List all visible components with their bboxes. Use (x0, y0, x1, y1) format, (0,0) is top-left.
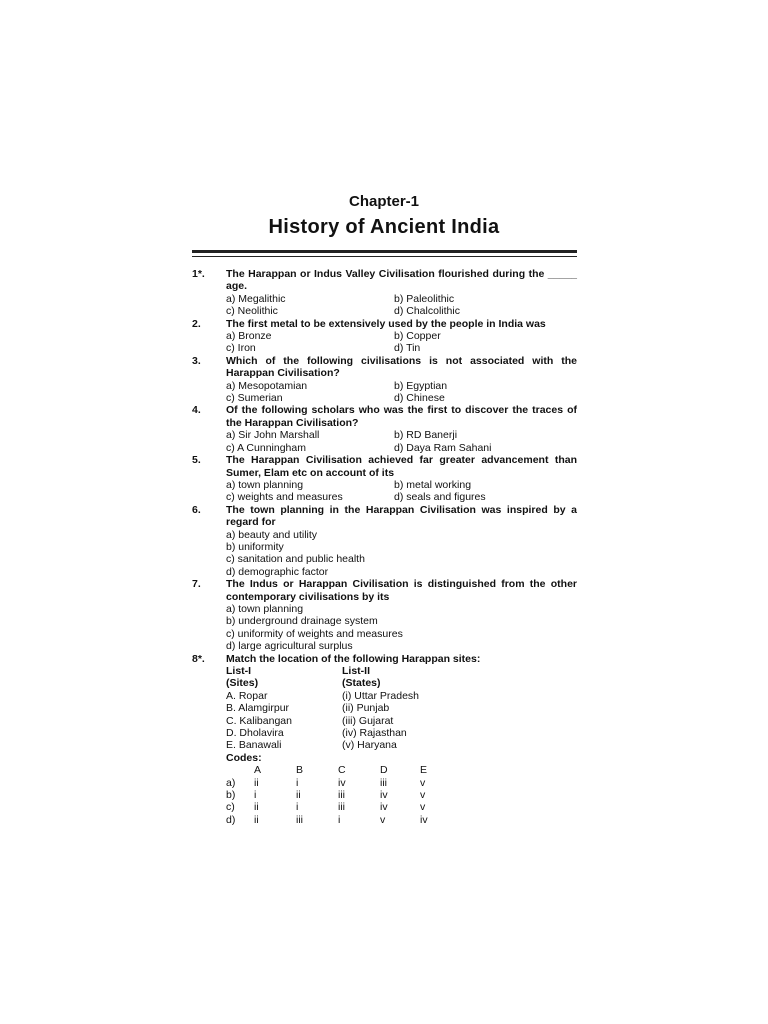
question-number: 8*. (192, 652, 205, 665)
option: d) Chalcolithic (394, 305, 460, 318)
site-item: B. Alamgirpur (226, 702, 290, 715)
option: a) Sir John Marshall (226, 429, 320, 442)
codes-cell: ii (254, 813, 259, 826)
question-2 (192, 318, 577, 355)
question-number: 5. (192, 454, 201, 467)
codes-cell: ii (254, 776, 259, 789)
state-item: (ii) Punjab (342, 702, 390, 715)
codes-cell: i (338, 813, 341, 826)
codes-cell: v (420, 776, 426, 789)
question-text: Of the following scholars who was the first to discover the traces of the Harappan Civilisation? (226, 404, 577, 429)
codes-cell: iii (338, 789, 345, 802)
option: b) RD Banerji (394, 429, 458, 442)
option-grid (226, 293, 577, 318)
question-text: Match the location of the following Harappan sites: (226, 652, 481, 665)
codes-cell: b) (226, 789, 236, 802)
option: a) Mesopotamian (226, 379, 308, 392)
chapter-label: Chapter-1 (348, 193, 419, 210)
question-number: 4. (192, 404, 201, 417)
question-7 (192, 578, 577, 652)
option: b) metal working (394, 478, 472, 491)
list1-subheader: (Sites) (226, 677, 259, 690)
option-grid (226, 479, 577, 504)
option: a) town planning (226, 478, 304, 491)
codes-cell: ii (254, 801, 259, 814)
codes-cell: a) (226, 776, 236, 789)
question-text: The Harappan or Indus Valley Civilisation flourished during the _____ age. (226, 268, 577, 293)
codes-cell: iii (380, 776, 387, 789)
codes-header-cell: E (420, 764, 428, 777)
codes-cell: i (254, 789, 257, 802)
list2-header: List-II (342, 665, 370, 677)
question-5 (192, 454, 577, 504)
option: c) Neolithic (226, 305, 278, 318)
codes-cell: iv (380, 801, 388, 814)
codes-cell: v (420, 801, 426, 814)
option: b) Paleolithic (394, 292, 455, 305)
option: c) Sumerian (226, 392, 283, 405)
codes-cell: iv (420, 813, 428, 826)
option-grid (226, 429, 577, 454)
option: c) A Cunningham (226, 441, 306, 454)
codes-cell: d) (226, 813, 236, 826)
codes-cell: c) (226, 801, 235, 814)
option: a) beauty and utility (226, 528, 318, 541)
codes-cell: i (296, 801, 299, 814)
question-list (192, 268, 577, 826)
list2-subheader: (States) (342, 677, 381, 690)
question-number: 6. (192, 503, 201, 516)
question-number: 2. (192, 317, 201, 330)
title-rule-thick (192, 250, 577, 253)
state-item: (iii) Gujarat (342, 714, 394, 727)
codes-cell: iv (338, 776, 346, 789)
question-text: The Harappan Civilisation achieved far greater advancement than Sumer, Elam etc on account of its (226, 454, 577, 479)
site-item: E. Banawali (226, 739, 282, 752)
option: d) Tin (394, 342, 421, 355)
option: a) town planning (226, 602, 304, 615)
question-number: 7. (192, 578, 201, 591)
codes-header-cell (226, 764, 248, 776)
codes-header-cell: B (296, 764, 304, 777)
codes-cell: v (380, 813, 386, 826)
site-item: C. Kalibangan (226, 714, 292, 727)
codes-cell: iii (338, 801, 345, 814)
page-title: History of Ancient India (268, 216, 500, 238)
state-item: (i) Uttar Pradesh (342, 689, 420, 702)
question-text: The Indus or Harappan Civilisation is distinguished from the other contemporary civilisations by its (226, 578, 577, 603)
question-8 (192, 653, 577, 827)
question-text: Which of the following civilisations is not associated with the Harappan Civilisation? (226, 354, 577, 380)
option-list (226, 603, 577, 653)
option-grid (226, 330, 577, 355)
question-3 (192, 355, 577, 405)
option: b) Egyptian (394, 379, 448, 392)
codes-label: Codes: (226, 751, 262, 764)
option: b) underground drainage system (226, 615, 378, 628)
codes-cell: ii (296, 789, 301, 802)
option: d) Daya Ram Sahani (394, 441, 492, 454)
option-list (226, 529, 577, 579)
codes-header-cell: D (380, 764, 388, 777)
option: c) weights and measures (226, 491, 343, 504)
codes-cell: iv (380, 789, 388, 802)
codes-header-cell: A (254, 764, 262, 777)
codes-table (226, 764, 577, 826)
option: c) sanitation and public health (226, 553, 365, 566)
option: b) Copper (394, 330, 441, 343)
title-rule-thin (192, 256, 577, 257)
state-item: (iv) Rajasthan (342, 727, 407, 740)
question-6 (192, 504, 577, 578)
codes-cell: v (420, 789, 426, 802)
option: d) large agricultural surplus (226, 640, 353, 653)
option-grid (226, 380, 577, 405)
question-number: 1*. (192, 268, 205, 280)
codes-cell: i (296, 776, 299, 789)
option: d) Chinese (394, 392, 445, 405)
site-item: D. Dholavira (226, 727, 284, 740)
site-item: A. Ropar (226, 689, 268, 702)
question-text: The first metal to be extensively used by the people in India was (226, 317, 546, 330)
question-4 (192, 404, 577, 454)
option: a) Megalithic (226, 292, 286, 305)
option: d) demographic factor (226, 565, 329, 578)
list1-header: List-I (226, 665, 252, 677)
codes-header-cell: C (338, 764, 346, 777)
match-table (226, 665, 577, 752)
option: d) seals and figures (394, 491, 486, 504)
option: a) Bronze (226, 330, 272, 343)
question-1 (192, 268, 577, 318)
codes-cell: iii (296, 813, 303, 826)
question-number: 3. (192, 354, 201, 367)
option: c) uniformity of weights and measures (226, 627, 403, 640)
option: c) Iron (226, 342, 256, 355)
question-text: The town planning in the Harappan Civilisation was inspired by a regard for (226, 503, 577, 529)
state-item: (v) Haryana (342, 739, 397, 752)
option: b) uniformity (226, 540, 284, 553)
